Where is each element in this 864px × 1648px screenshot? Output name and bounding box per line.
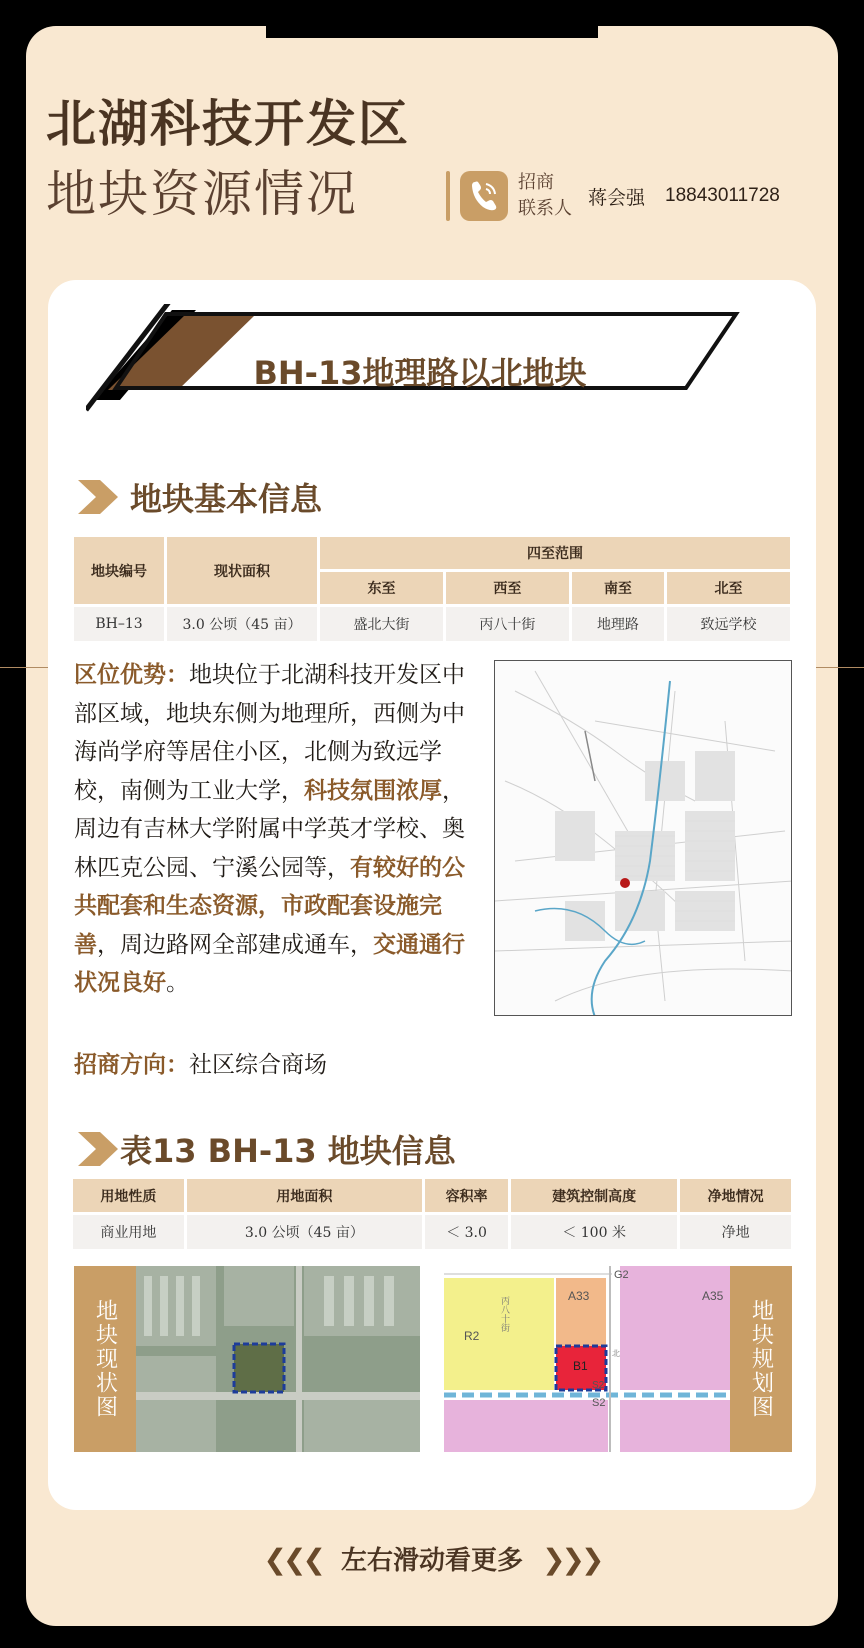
zone-g2: G2 [614, 1269, 629, 1281]
contact-divider [446, 171, 450, 221]
page-title: 北湖科技开发区 [46, 95, 410, 153]
location-description [74, 656, 484, 1003]
plot-detail-table [70, 1176, 794, 1252]
th-id: 地块编号 [74, 537, 164, 604]
th-far: 容积率 [425, 1179, 508, 1212]
section-plot-info [78, 1126, 456, 1172]
contact-label: 招商 联系人 [518, 172, 572, 219]
section-basic-info [78, 474, 322, 520]
planning-label: 地块规划图 [730, 1266, 792, 1452]
contact-name: 蒋会强 [588, 186, 646, 209]
current-status-image[interactable] [74, 1266, 420, 1452]
zone-a33: A33 [568, 1289, 590, 1303]
planning-image[interactable] [444, 1266, 792, 1452]
chevrons-right-icon: ❯❯❯ [542, 1543, 601, 1576]
desc-label: 区位优势： [74, 662, 189, 688]
swipe-hint-text: 左右滑动看更多 [340, 1546, 523, 1576]
th-land-area: 用地面积 [187, 1179, 422, 1212]
cell-north: 致远学校 [667, 607, 790, 641]
contact-block [446, 160, 780, 232]
investment-direction [74, 1046, 327, 1079]
th-north: 北至 [667, 572, 790, 604]
cell-area: 3.0 公顷（45 亩） [167, 607, 317, 641]
cell-height: ＜ 100 米 [511, 1215, 677, 1249]
direction-value: 社区综合商场 [189, 1052, 327, 1078]
desc-text-3: ，周边路网全部建成通车， [97, 931, 373, 958]
table-row [74, 607, 790, 641]
chevron-right-icon [78, 1132, 118, 1166]
th-east: 东至 [320, 572, 443, 604]
zone-a35: A35 [702, 1289, 724, 1303]
desc-text-2: ，周边有吉林大学附属中学英才学校、奥林匹克公园、宁溪公园等， [74, 777, 465, 881]
cell-land-area: 3.0 公顷（45 亩） [187, 1215, 422, 1249]
cell-far: ＜ 3.0 [425, 1215, 508, 1249]
th-land-use: 用地性质 [73, 1179, 184, 1212]
zone-r2: R2 [464, 1329, 480, 1343]
th-west: 西至 [446, 572, 569, 604]
plot-title: BH-13地理路以北地块 [253, 354, 587, 392]
contact-phone[interactable]: 18843011728 [665, 185, 780, 206]
current-status-label: 地块现状图 [74, 1266, 136, 1452]
th-south: 南至 [572, 572, 664, 604]
desc-highlight-3: 交通通行状况良好 [74, 931, 465, 996]
road-label: 丙八十街 [499, 1296, 509, 1332]
cell-south: 地理路 [572, 607, 664, 641]
th-clearance: 净地情况 [680, 1179, 791, 1212]
zone-s2-b: S2 [592, 1397, 606, 1409]
cell-clearance: 净地 [680, 1215, 791, 1249]
desc-text-4: 。 [166, 970, 189, 996]
road-label-north: 北 [612, 1349, 620, 1358]
top-notch-right [398, 26, 598, 38]
cell-west: 丙八十街 [446, 607, 569, 641]
location-map[interactable] [494, 660, 792, 1016]
th-bounds: 四至范围 [320, 537, 790, 569]
phone-icon[interactable] [460, 171, 508, 221]
zone-s2-a: S2 [592, 1380, 605, 1391]
th-area: 现状面积 [167, 537, 317, 604]
chevron-right-icon [78, 480, 118, 514]
cell-land-use: 商业用地 [73, 1215, 184, 1249]
section-title: 表13 BH-13 地块信息 [120, 1132, 456, 1170]
swipe-hint[interactable] [0, 1540, 864, 1577]
basic-info-table [71, 534, 793, 644]
section-title: 地块基本信息 [130, 480, 323, 518]
th-height: 建筑控制高度 [511, 1179, 677, 1212]
desc-text-1: 地块位于北湖科技开发区中部区域，地块东侧为地理所，西侧为中海尚学府等居住小区，北侧为致远学校，南侧为工业大学， [74, 662, 465, 804]
cell-east: 盛北大街 [320, 607, 443, 641]
desc-highlight-1: 科技氛围浓厚 [304, 777, 442, 804]
direction-label: 招商方向： [74, 1052, 189, 1078]
chevrons-left-icon: ❮❮❮ [263, 1543, 322, 1576]
table-row [73, 1215, 791, 1249]
desc-highlight-2: 有较好的公共配套和生态资源，市政配套设施完善 [74, 854, 465, 958]
cell-id: BH–13 [74, 607, 164, 641]
zone-b1: B1 [573, 1359, 588, 1373]
page-subtitle: 地块资源情况 [46, 165, 358, 223]
